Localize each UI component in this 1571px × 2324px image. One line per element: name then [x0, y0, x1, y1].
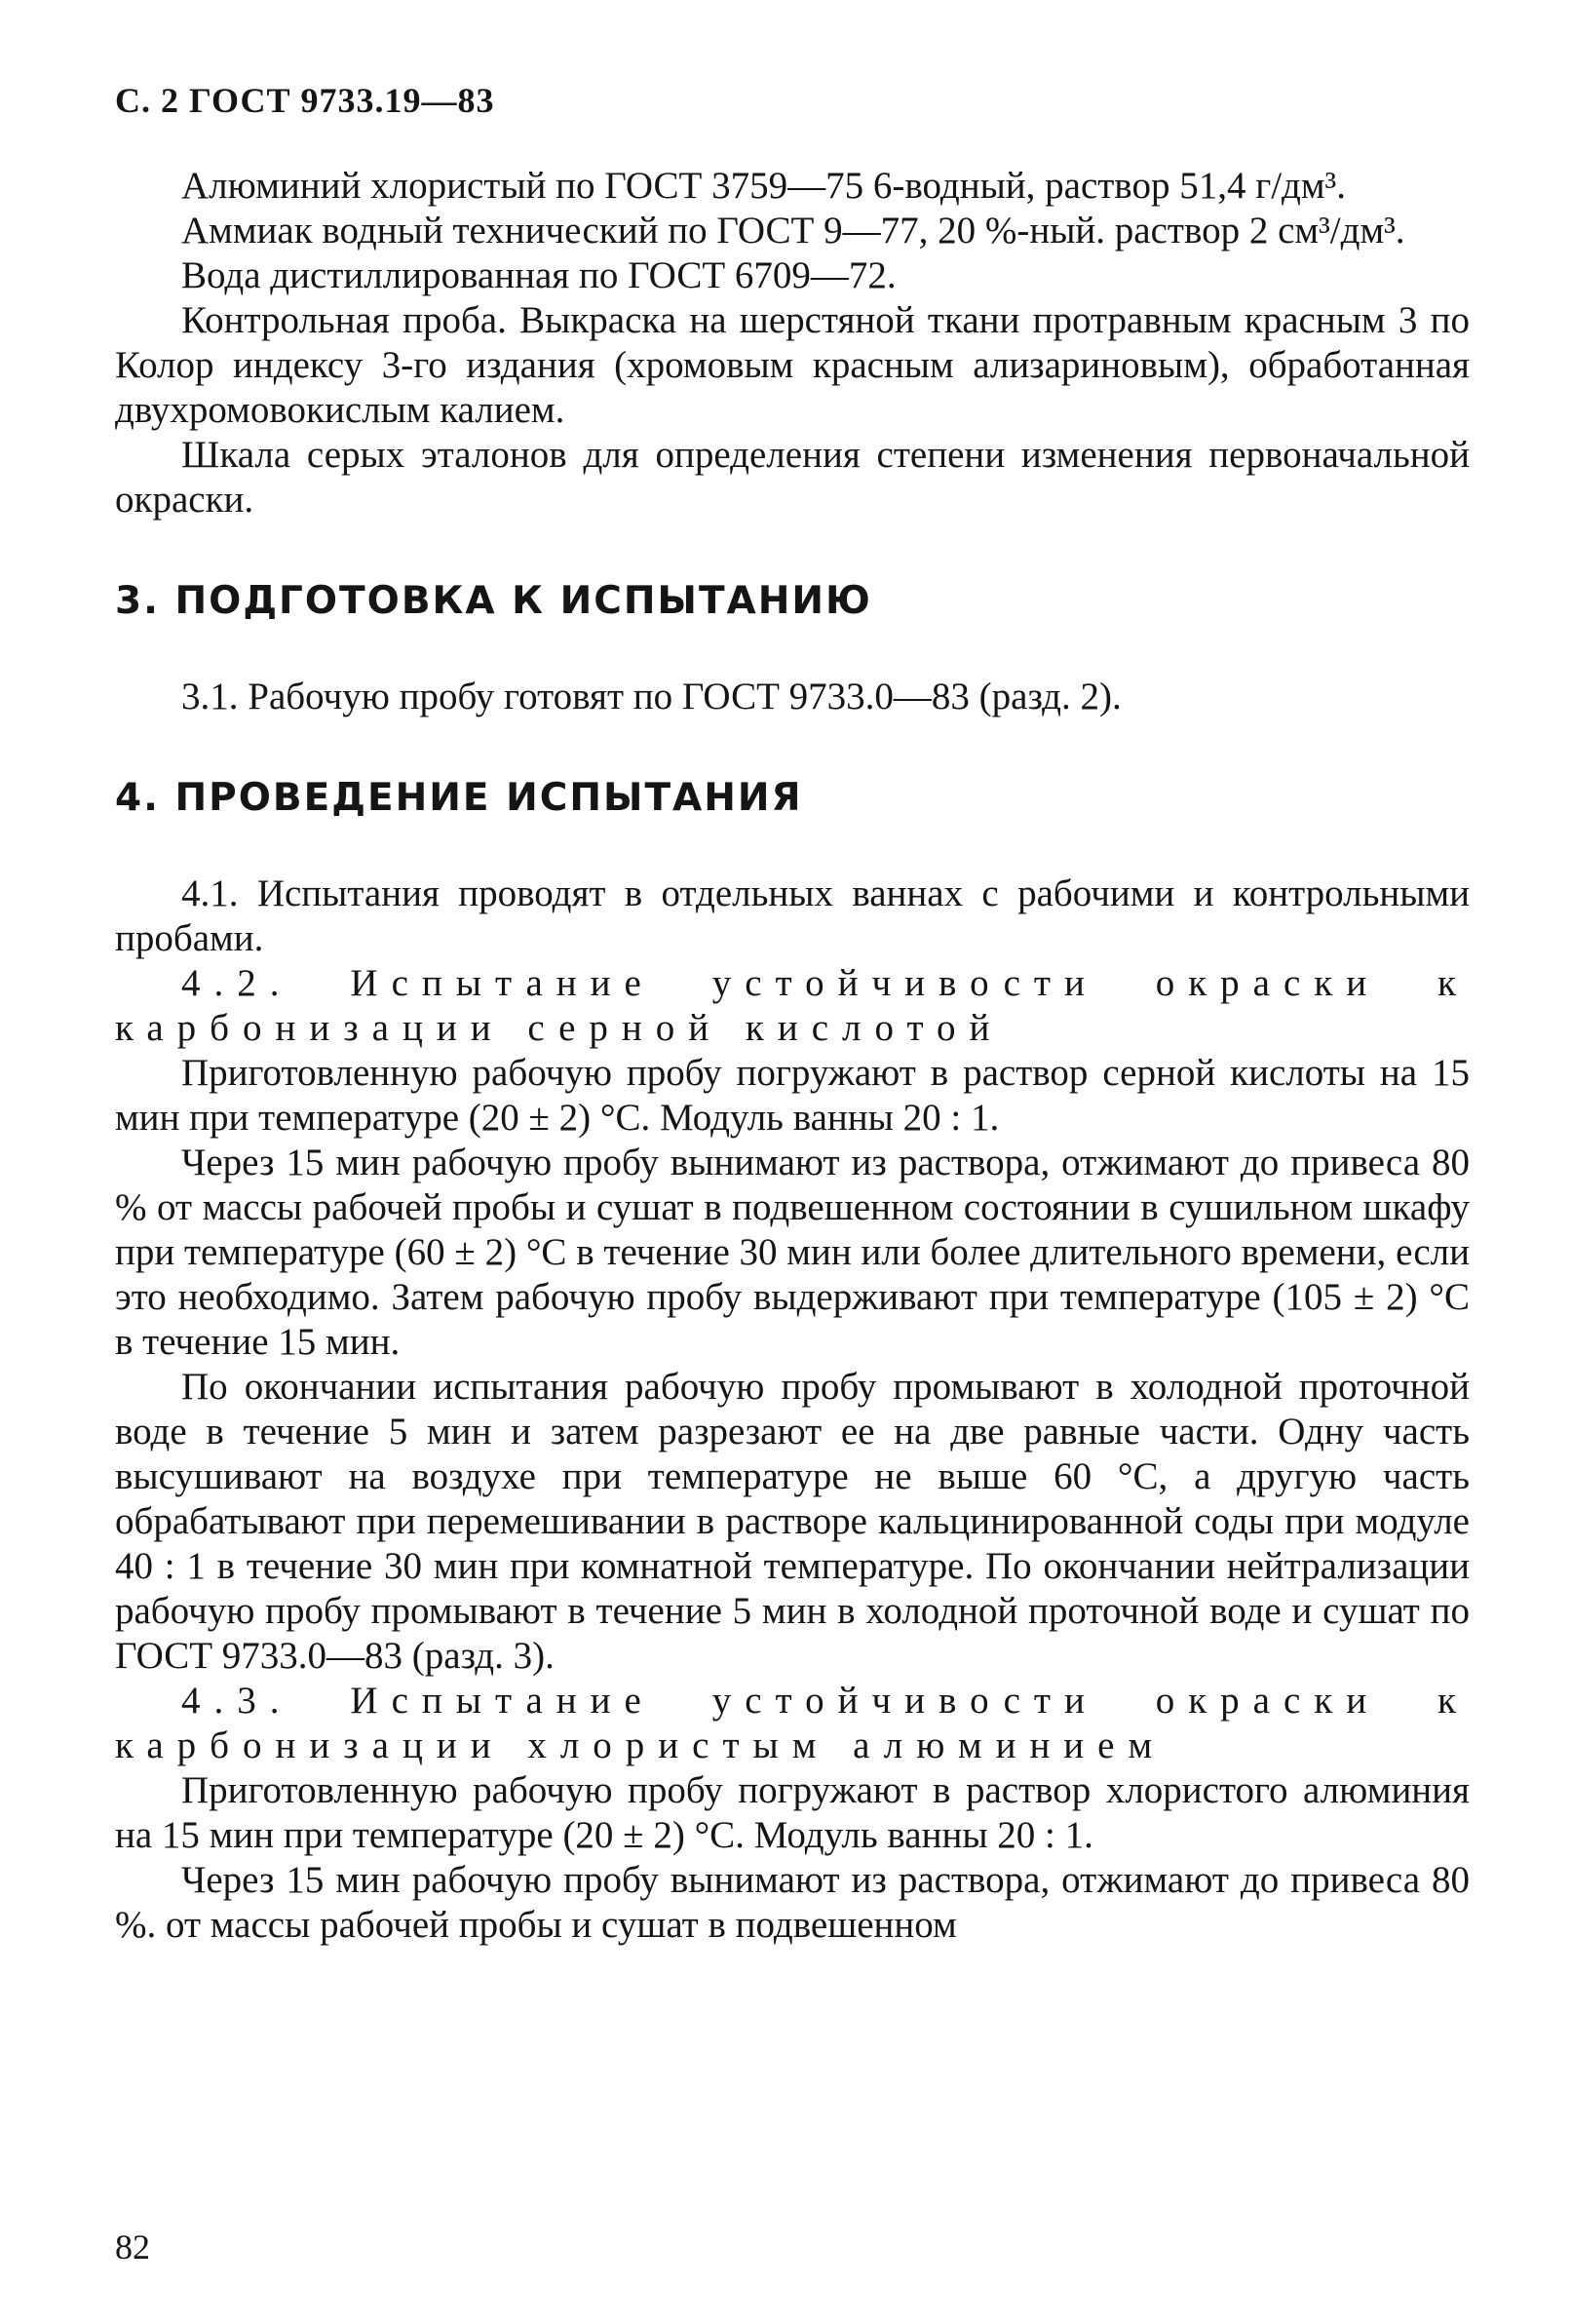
document-body — [115, 164, 1470, 1948]
paragraph-control-sample: Контрольная проба. Выкраска на шерстяной ткани протравным красным 3 по Колор индексу 3-го издания (хромовым красным ализариновым), обработанная двухромовокислым калием. — [115, 299, 1470, 431]
paragraph-ammonia: Аммиак водный технический по ГОСТ 9—77, 20 %-ный. раствор 2 см³/дм³. — [181, 210, 1405, 252]
subheading-4-2: 4.2. Испытание устойчивости окраски к карбонизации серной кислотой — [115, 962, 1470, 1049]
page-number: 82 — [115, 2227, 150, 2266]
paragraph-4-2-neutralization: По окончании испытания рабочую пробу промывают в холодной проточной воде в течение 5 мин и затем разрезают ее на две равные части. Одну часть высушивают на воздухе при температуре не выше 60 °С, а другую часть обрабатывают при перемешивании в растворе кальцинированной соды при модуле 40 : 1 в течение 30 мин при комнатной температуре. По окончании нейтрализации рабочую пробу промывают в течение 5 мин в холодной проточной воде и сушат по ГОСТ 9733.0—83 (разд. 3). — [115, 1366, 1470, 1677]
subheading-4-3: 4.3. Испытание устойчивости окраски к карбонизации хлористым алюминием — [115, 1680, 1470, 1766]
paragraph-4-1: 4.1. Испытания проводят в отдельных ваннах с рабочими и контрольными пробами. — [115, 872, 1470, 959]
paragraph-aluminium-chloride: Алюминий хлористый по ГОСТ 3759—75 6-водный, раствор 51,4 г/дм³. — [181, 165, 1347, 207]
paragraph-grey-scale: Шкала серых эталонов для определения степени изменения первоначальной окраски. — [115, 434, 1470, 521]
paragraph-3-1: 3.1. Рабочую пробу готовят по ГОСТ 9733.0—83 (разд. 2). — [181, 676, 1122, 717]
paragraph-4-3-immersion: Приготовленную рабочую пробу погружают в раствор хлористого алюминия на 15 мин при температуре (20 ± 2) °С. Модуль ванны 20 : 1. — [115, 1769, 1470, 1856]
paragraph-distilled-water: Вода дистиллированная по ГОСТ 6709—72. — [181, 254, 897, 296]
paragraph-4-2-drying: Через 15 мин рабочую пробу вынимают из раствора, отжимают до привеса 80 % от массы рабочей пробы и сушат в подвешенном состоянии в сушильном шкафу при температуре (60 ± 2) °С в течение 30 мин или более длительного времени, если это необходимо. Затем рабочую пробу выдерживают при температуре (105 ± 2) °С в течение 15 мин. — [115, 1142, 1470, 1363]
paragraph-4-3-drying: Через 15 мин рабочую пробу вынимают из раствора, отжимают до привеса 80 %. от массы рабочей пробы и сушат в подвешенном — [115, 1859, 1470, 1946]
section-heading-3: 3. ПОДГОТОВКА К ИСПЫТАНИЮ — [115, 579, 872, 623]
paragraph-4-2-immersion: Приготовленную рабочую пробу погружают в раствор серной кислоты на 15 мин при температуре (20 ± 2) °С. Модуль ванны 20 : 1. — [115, 1052, 1470, 1139]
running-header: С. 2 ГОСТ 9733.19—83 — [115, 81, 495, 120]
section-heading-4: 4. ПРОВЕДЕНИЕ ИСПЫТАНИЯ — [115, 776, 803, 820]
